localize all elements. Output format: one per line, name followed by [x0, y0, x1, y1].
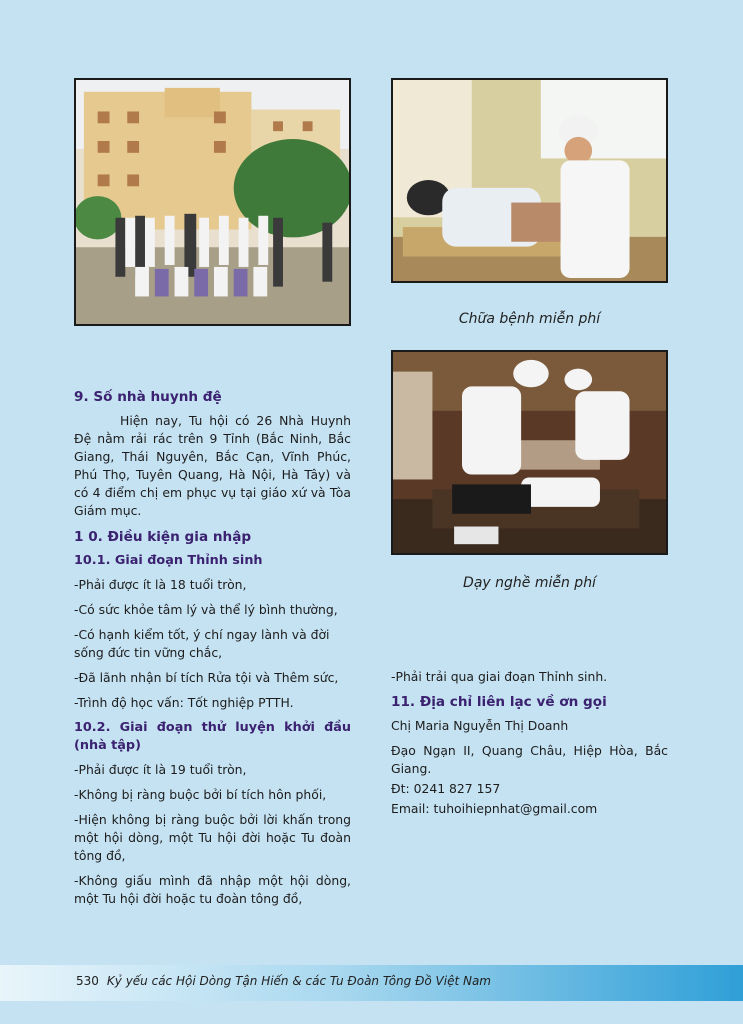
list-item: -Không bị ràng buộc bởi bí tích hôn phối,: [74, 787, 327, 802]
list-item: -Có hạnh kiểm tốt, ý chí ngay lành và đời sống đức tin vững chắc,: [74, 627, 330, 660]
section-10-heading: 1 0. Điều kiện gia nhập: [74, 529, 252, 545]
training-photo: [391, 350, 668, 555]
section-11-heading: 11. Địa chỉ liên lạc về ơn gọi: [391, 694, 607, 710]
contact-name: Chị Maria Nguyễn Thị Doanh: [391, 718, 569, 733]
list-item: -Phải được ít là 19 tuổi tròn,: [74, 762, 247, 777]
list-item: -Phải được ít là 18 tuổi tròn,: [74, 577, 247, 592]
list-item: -Trình độ học vấn: Tốt nghiệp PTTH.: [74, 695, 294, 710]
list-item: -Hiện không bị ràng buộc bởi lời khấn trong một hội dòng, một Tu hội đời hoặc Tu đoàn tông đồ,: [74, 812, 351, 863]
contact-email: Email: tuhoihiepnhat@gmail.com: [391, 801, 598, 816]
list-item: -Có sức khỏe tâm lý và thể lý bình thường,: [74, 602, 338, 617]
section-9-heading: 9. Số nhà huynh đệ: [74, 389, 222, 405]
section-10-2-heading: 10.2. Giai đoạn thử luyện khởi đầu (nhà tập): [74, 720, 351, 753]
treatment-photo: [391, 78, 668, 283]
contact-address: Đạo Ngạn II, Quang Châu, Hiệp Hòa, Bắc Giang.: [391, 743, 668, 776]
list-item: -Đã lãnh nhận bí tích Rửa tội và Thêm sức,: [74, 670, 339, 685]
list-item: -Không giấu mình đã nhập một hội dòng, một Tu hội đời hoặc tu đoàn tông đồ,: [74, 873, 351, 906]
footer: [76, 974, 491, 988]
group-photo: [74, 78, 351, 326]
contact-phone: Đt: 0241 827 157: [391, 781, 501, 796]
page-number: 530: [76, 974, 99, 988]
left-column: [74, 388, 351, 915]
training-caption: Dạy nghề miễn phí: [463, 575, 596, 591]
list-item: -Phải trải qua giai đoạn Thỉnh sinh.: [391, 669, 608, 684]
section-10-1-heading: 10.1. Giai đoạn Thỉnh sinh: [74, 553, 263, 568]
treatment-caption: Chữa bệnh miễn phí: [458, 311, 601, 327]
section-9-body: Hiện nay, Tu hội có 26 Nhà Huynh Đệ nằm rải rác trên 9 Tỉnh (Bắc Ninh, Bắc Giang, Thái Nguyên, Bắc Cạn, Vĩnh Phúc, Phú Thọ, Tuyên Quang, Hà Nội, Hà Tây) và có 4 điểm chị em phục vụ tại giáo xứ và Tòa Giám mục.: [74, 413, 351, 518]
footer-title: Kỷ yếu các Hội Dòng Tận Hiến & các Tu Đoàn Tông Đồ Việt Nam: [106, 974, 491, 988]
right-column: [391, 668, 668, 825]
